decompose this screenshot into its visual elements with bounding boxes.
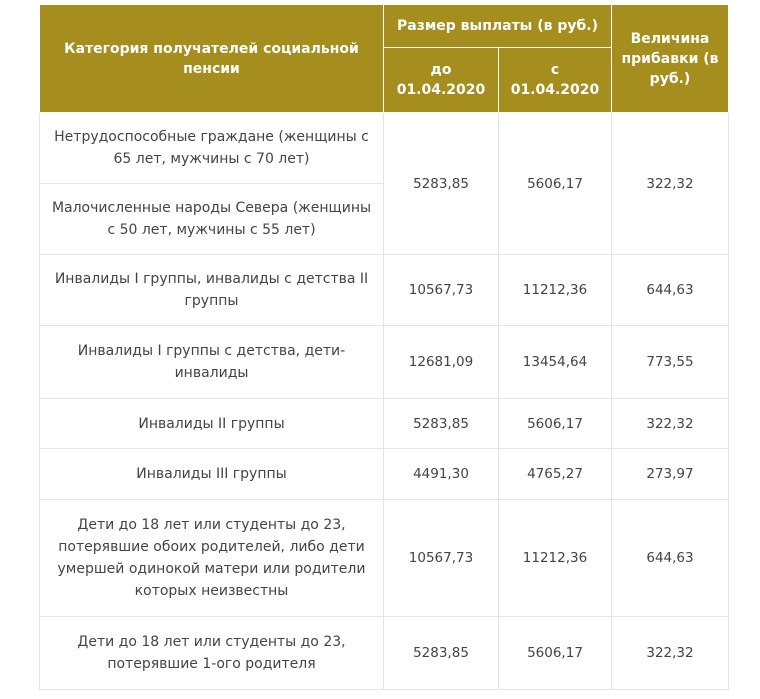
payment-after-cell: 5606,17 xyxy=(499,399,612,449)
increase-cell: 644,63 xyxy=(612,500,729,617)
table-row xyxy=(40,449,729,500)
category-cell: Инвалиды III группы xyxy=(40,449,384,500)
payment-after-cell: 4765,27 xyxy=(499,449,612,500)
category-cell: Дети до 18 лет или студенты до 23, потерявшие 1-ого родителя xyxy=(40,617,384,690)
header-category: Категория получателей социальной пенсии xyxy=(40,5,384,113)
increase-cell: 773,55 xyxy=(612,326,729,399)
payment-after-cell: 13454,64 xyxy=(499,326,612,399)
table-row xyxy=(40,326,729,399)
table-body xyxy=(40,113,729,690)
header-from-date: с 01.04.2020 xyxy=(499,48,612,113)
increase-cell: 273,97 xyxy=(612,449,729,500)
payment-before-cell: 5283,85 xyxy=(384,617,499,690)
category-cell: Нетрудоспособные граждане (женщины с 65 лет, мужчины с 70 лет) xyxy=(40,113,384,184)
table-row xyxy=(40,399,729,449)
table-row xyxy=(40,500,729,617)
header-increase: Величина прибавки (в руб.) xyxy=(612,5,729,113)
category-cell: Инвалиды II группы xyxy=(40,399,384,449)
table-row xyxy=(40,255,729,326)
table-row xyxy=(40,617,729,690)
payment-before-cell: 10567,73 xyxy=(384,500,499,617)
payment-before-cell: 5283,85 xyxy=(384,113,499,255)
payment-after-cell: 5606,17 xyxy=(499,617,612,690)
table-row xyxy=(40,113,729,184)
increase-cell: 322,32 xyxy=(612,399,729,449)
payment-after-cell: 11212,36 xyxy=(499,500,612,617)
category-cell: Инвалиды I группы с детства, дети-инвалиды xyxy=(40,326,384,399)
header-before-date: до 01.04.2020 xyxy=(384,48,499,113)
payment-before-cell: 5283,85 xyxy=(384,399,499,449)
category-cell: Малочисленные народы Севера (женщины с 50 лет, мужчины с 55 лет) xyxy=(40,184,384,255)
payment-after-cell: 11212,36 xyxy=(499,255,612,326)
increase-cell: 322,32 xyxy=(612,617,729,690)
payment-after-cell: 5606,17 xyxy=(499,113,612,255)
payment-before-cell: 4491,30 xyxy=(384,449,499,500)
social-pension-table xyxy=(39,4,729,690)
category-cell: Инвалиды I группы, инвалиды с детства II группы xyxy=(40,255,384,326)
category-cell: Дети до 18 лет или студенты до 23, потерявшие обоих родителей, либо дети умершей одинокой матери или родители которых неизвестны xyxy=(40,500,384,617)
increase-cell: 644,63 xyxy=(612,255,729,326)
header-payment-size: Размер выплаты (в руб.) xyxy=(384,5,612,48)
table-header xyxy=(40,5,729,113)
payment-before-cell: 10567,73 xyxy=(384,255,499,326)
payment-before-cell: 12681,09 xyxy=(384,326,499,399)
increase-cell: 322,32 xyxy=(612,113,729,255)
